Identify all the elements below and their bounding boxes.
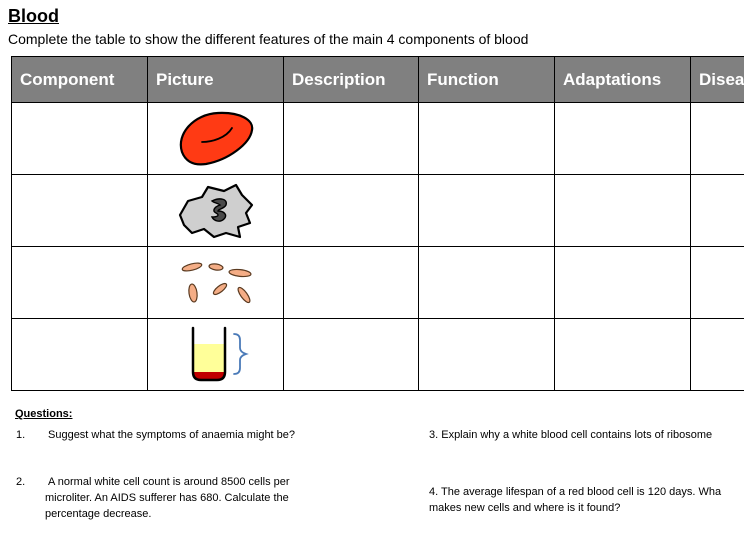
question-text: Suggest what the symptoms of anaemia might be? bbox=[48, 429, 296, 441]
adaptations-cell[interactable] bbox=[555, 103, 691, 175]
question-text-line: microliter. An AIDS sufferer has 680. Calculate the bbox=[45, 492, 289, 504]
function-cell[interactable] bbox=[419, 247, 555, 319]
disease-cell[interactable] bbox=[691, 175, 744, 247]
question-4 bbox=[429, 484, 744, 516]
blood-components-table bbox=[11, 56, 744, 391]
adaptations-cell[interactable] bbox=[555, 175, 691, 247]
header-disease: Disea bbox=[691, 57, 744, 103]
component-cell[interactable] bbox=[12, 247, 148, 319]
picture-cell bbox=[148, 319, 284, 391]
header-description: Description bbox=[284, 57, 419, 103]
red-blood-cell-icon bbox=[174, 108, 258, 170]
picture-cell bbox=[148, 103, 284, 175]
component-cell[interactable] bbox=[12, 319, 148, 391]
component-cell[interactable] bbox=[12, 175, 148, 247]
component-cell[interactable] bbox=[12, 103, 148, 175]
disease-cell[interactable] bbox=[691, 103, 744, 175]
platelets-icon bbox=[174, 257, 258, 309]
question-3 bbox=[429, 427, 744, 443]
question-2 bbox=[16, 474, 416, 522]
question-text: 3. Explain why a white blood cell contains lots of ribosome bbox=[429, 429, 713, 441]
header-function: Function bbox=[419, 57, 555, 103]
table-row bbox=[12, 175, 744, 247]
question-text-line: percentage decrease. bbox=[45, 508, 152, 520]
table-row bbox=[12, 247, 744, 319]
description-cell[interactable] bbox=[284, 247, 419, 319]
question-1 bbox=[16, 427, 406, 443]
picture-cell bbox=[148, 247, 284, 319]
picture-cell bbox=[148, 175, 284, 247]
plasma-test-tube-icon bbox=[176, 324, 256, 386]
question-text-line: makes new cells and where is it found? bbox=[429, 502, 621, 514]
question-text-line: A normal white cell count is around 8500 cells per bbox=[48, 476, 290, 488]
question-number: 1. bbox=[16, 429, 26, 441]
description-cell[interactable] bbox=[284, 319, 419, 391]
table-header-row bbox=[12, 57, 744, 103]
question-text-line: 4. The average lifespan of a red blood cell is 120 days. Wha bbox=[429, 486, 722, 498]
header-adaptations: Adaptations bbox=[555, 57, 691, 103]
adaptations-cell[interactable] bbox=[555, 247, 691, 319]
description-cell[interactable] bbox=[284, 103, 419, 175]
table-row bbox=[12, 103, 744, 175]
header-component: Component bbox=[12, 57, 148, 103]
description-cell[interactable] bbox=[284, 175, 419, 247]
adaptations-cell[interactable] bbox=[555, 319, 691, 391]
question-number: 2. bbox=[16, 476, 26, 488]
function-cell[interactable] bbox=[419, 103, 555, 175]
white-blood-cell-icon bbox=[174, 181, 258, 241]
function-cell[interactable] bbox=[419, 319, 555, 391]
questions-heading: Questions: bbox=[15, 408, 73, 420]
disease-cell[interactable] bbox=[691, 319, 744, 391]
header-picture: Picture bbox=[148, 57, 284, 103]
disease-cell[interactable] bbox=[691, 247, 744, 319]
instructions: Complete the table to show the different features of the main 4 components of blood bbox=[8, 31, 529, 47]
page-title: Blood bbox=[8, 6, 59, 26]
table-row bbox=[12, 319, 744, 391]
function-cell[interactable] bbox=[419, 175, 555, 247]
